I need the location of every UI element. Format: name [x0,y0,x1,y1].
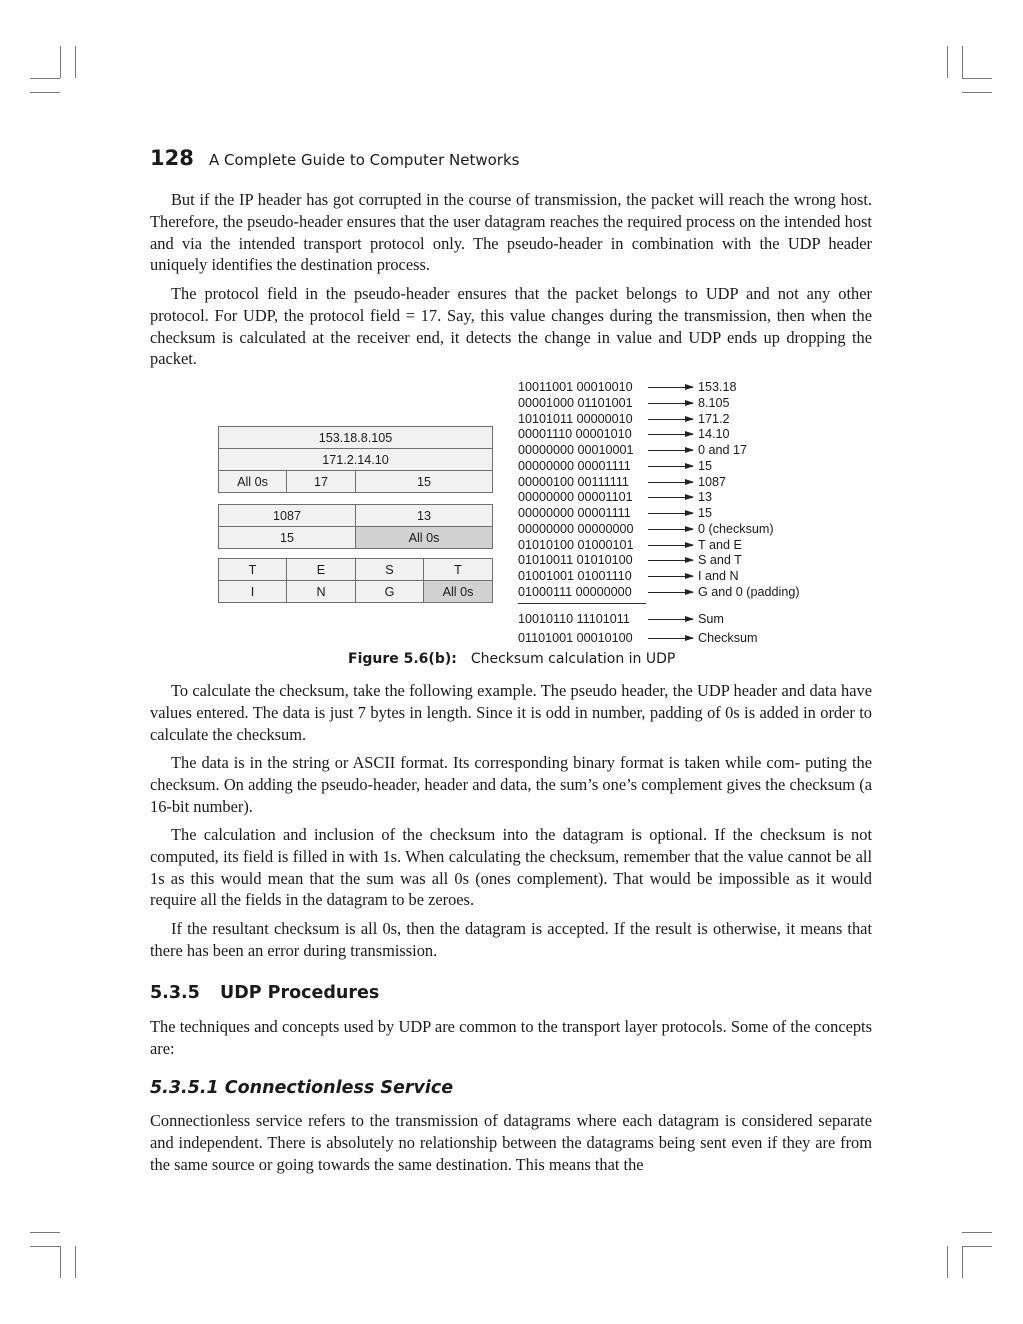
figure-caption [348,651,675,667]
arrow-icon [648,592,693,593]
binary-value: 10010110 11101011 [518,612,630,626]
source-ip-cell: 153.18.8.105 [219,427,493,449]
crop-mark [962,1232,992,1233]
binary-value: 00001000 01101001 [518,395,633,410]
data-cell: T [219,559,287,581]
subsection-heading [150,1078,453,1098]
paragraph: If the resultant checksum is all 0s, then the datagram is accepted. If the result is otherwise, it means that there has been an error during transmission. [150,919,872,960]
crop-mark [30,78,60,79]
calc-result: 0 (checksum) [698,521,774,536]
calc-result: T and E [698,537,742,552]
paragraph: Connectionless service refers to the transmission of datagrams where each datagram is considered separate and independent. There is absolutely no relationship between the datagrams being sent even if they are from the same source or going towards the same destination. This means that the [150,1111,872,1174]
source-port-cell: 1087 [219,505,356,527]
arrow-icon [648,576,693,577]
subsection-number: 5.3.5.1 [150,1078,219,1098]
crop-mark [947,1246,948,1278]
arrow-icon [648,497,693,498]
crop-mark [30,92,60,93]
crop-mark [30,1246,60,1247]
protocol-cell: 17 [287,471,356,493]
calc-result: 14.10 [698,427,730,442]
crop-mark [75,46,76,78]
padding-cell: All 0s [424,581,493,603]
paragraph: But if the IP header has got corrupted in the course of transmission, the packet will reach the wrong host. Therefore, the pseudo-header ensures that the user datagram reaches the required process on the intended host and via the intended transport protocol only. The pseudo-header in combination with the UDP header uniquely identifies the destination process. [150,190,872,275]
calc-result: 13 [698,490,713,505]
arrow-icon [648,545,693,546]
checksum-cell: All 0s [356,527,493,549]
calc-result: 153.18 [698,380,737,394]
length-cell: 15 [356,471,493,493]
udp-length-cell: 15 [219,527,356,549]
subsection-title: Connectionless Service [224,1078,454,1098]
calc-result: 171.2 [698,411,730,426]
dest-port-cell: 13 [356,505,493,527]
data-table [218,558,493,603]
data-cell: G [356,581,424,603]
paragraph: The calculation and inclusion of the checksum into the datagram is optional. If the checksum is not computed, its field is filled in with 1s. When calculating the checksum, remember that the value cannot be all 1s as this would mean that the sum was all 0s (ones complement). That would be impossible as it would require all the fields in the datagram to be zeroes. [150,825,872,910]
binary-value: 00001110 00001010 [518,427,632,442]
arrow-icon [648,419,693,420]
data-cell: T [424,559,493,581]
binary-value: 00000100 00111111 [518,474,629,489]
page-number: 128 [150,146,194,170]
paragraph: The techniques and concepts used by UDP are common to the transport layer protocols. Some of the concepts are: [150,1017,872,1058]
calc-result: 1087 [698,474,727,489]
crop-mark [60,46,61,78]
binary-value: 00000000 00000000 [518,521,634,536]
arrow-icon [648,529,693,530]
crop-mark [947,46,948,78]
calc-result: 15 [698,458,713,473]
arrow-icon [648,434,693,435]
figure-caption-text: Checksum calculation in UDP [470,651,676,667]
book-title: A Complete Guide to Computer Networks [208,151,520,169]
crop-mark [30,1232,60,1233]
binary-value: 10011001 00010010 [518,380,633,394]
zeros-cell: All 0s [219,471,287,493]
data-cell: I [219,581,287,603]
data-cell: S [356,559,424,581]
binary-value: 00000000 00001111 [518,458,631,473]
crop-mark [962,46,963,78]
figure-label: Figure 5.6(b): [348,651,457,667]
paragraph: The protocol field in the pseudo-header ensures that the packet belongs to UDP and not any other protocol. For UDP, the protocol field = 17. Say, this value changes during the transmission, then when the checksum is calculated at the receiver end, it detects the change in value and UDP ends up dropping the packet. [150,284,872,369]
crop-mark [962,1246,963,1278]
arrow-icon [648,482,693,483]
section-title: UDP Procedures [220,983,380,1003]
section-number: 5.3.5 [150,983,200,1003]
udp-header-table [218,504,493,549]
dest-ip-cell: 171.2.14.10 [219,449,493,471]
calc-result: 8.105 [698,395,730,410]
calc-result: 0 and 17 [698,443,748,457]
arrow-icon [648,403,693,404]
calc-result: G and 0 (padding) [698,584,800,599]
section-heading [150,983,379,1003]
binary-value: 01101001 00010100 [518,631,633,645]
pseudo-header-table [218,426,493,493]
data-cell: N [287,581,356,603]
arrow-icon [648,638,693,639]
data-cell: E [287,559,356,581]
binary-value: 00000000 00001101 [518,490,633,505]
binary-value: 00000000 00010001 [518,443,634,457]
arrow-icon [648,450,693,451]
crop-mark [962,78,992,79]
binary-value: 01001001 01001110 [518,569,632,583]
crop-mark [962,1246,992,1247]
paragraph: The data is in the string or ASCII format. Its corresponding binary format is taken while com- puting the checksum. On adding the pseudo-header, header and data, the sum’s one’s complement gives the checksum (a 16-bit number). [150,753,872,816]
binary-value: 00000000 00001111 [518,506,631,520]
calc-result: I and N [698,569,739,583]
crop-mark [962,92,992,93]
binary-value: 10101011 00000010 [518,411,633,426]
binary-value: 01010011 01010100 [518,553,633,568]
calc-result: 15 [698,506,713,520]
binary-value: 01010100 01000101 [518,537,634,552]
calc-result: Sum [698,612,724,626]
arrow-icon [648,387,693,388]
calc-result: Checksum [698,631,758,645]
running-head [150,146,519,170]
arrow-icon [648,560,693,561]
binary-value: 01000111 00000000 [518,584,632,599]
arrow-icon [648,466,693,467]
paragraph: To calculate the checksum, take the following example. The pseudo header, the UDP header and data have values entered. The data is just 7 bytes in length. Since it is odd in number, padding of 0s is added in order to calculate the checksum. [150,681,872,744]
crop-mark [60,1246,61,1278]
sum-divider [518,603,646,604]
arrow-icon [648,513,693,514]
arrow-icon [648,619,693,620]
calc-result: S and T [698,553,742,568]
crop-mark [75,1246,76,1278]
